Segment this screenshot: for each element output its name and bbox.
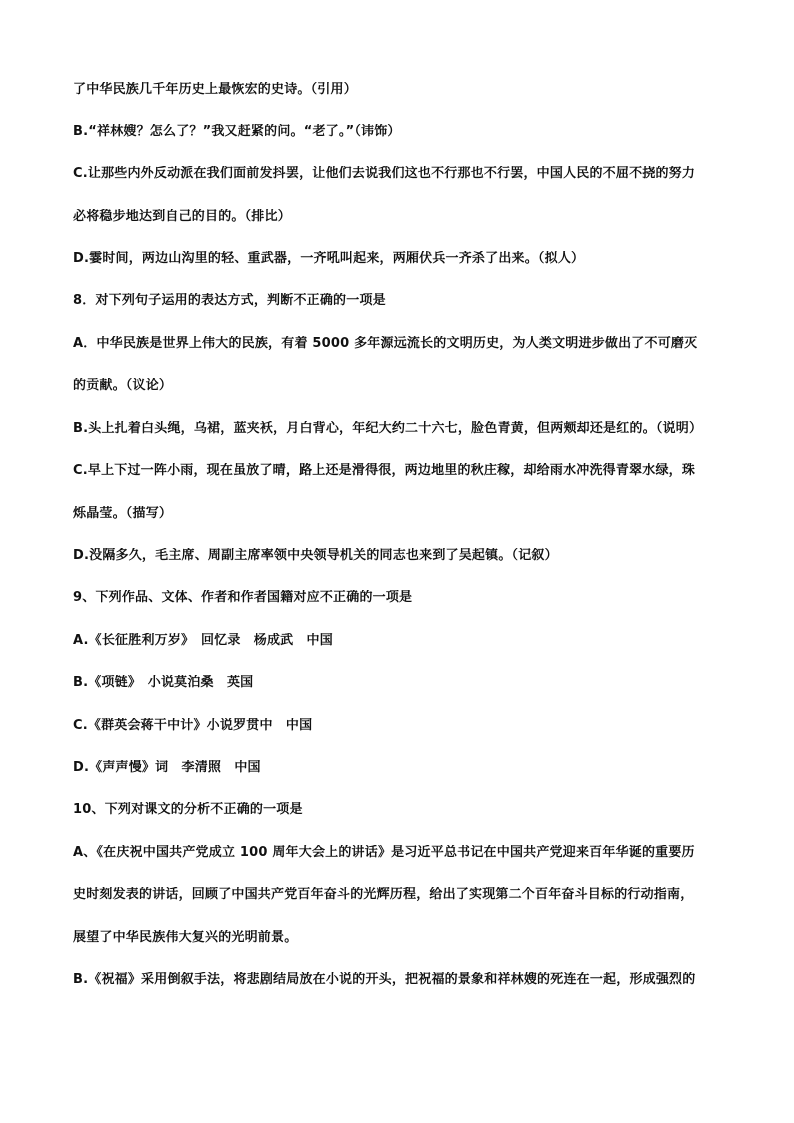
text-line: B.头上扎着白头绳，乌裙，蓝夹袄，月白背心，年纪大约二十六七，脸色青黄，但两颊却还是红的。（说明）: [73, 421, 703, 436]
text-line: 的贡献。（议论）: [73, 378, 173, 393]
text-line: C.让那些内外反动派在我们面前发抖罢，让他们去说我们这也不行那也不行罢，中国人民的不屈不挠的努力: [73, 166, 696, 181]
text-line: 展望了中华民族伟大复兴的光明前景。: [73, 930, 298, 945]
text-line: C.《群英会蒋干中计》小说罗贯中 中国: [73, 718, 313, 733]
text-line: 史时刻发表的讲话，回顾了中国共产党百年奋斗的光辉历程，给出了实现第二个百年奋斗目标的行动指南，: [73, 887, 694, 902]
text-line: B.《祝福》采用倒叙手法，将悲剧结局放在小说的开头，把祝福的景象和祥林嫂的死连在一起，形成强烈的: [73, 972, 696, 987]
text-line: B.“祥林嫂？怎么了？”我又赶紧的问。“老了。”（讳饰）: [73, 124, 401, 139]
text-line: C.早上下过一阵小雨，现在虽放了晴，路上还是滑得很，两边地里的秋庄稼，却给雨水冲洗得青翠水绿，珠: [73, 463, 696, 478]
text-line: D.没隔多久，毛主席、周副主席率领中央领导机关的同志也来到了吴起镇。（记叙）: [73, 548, 558, 563]
text-line: D.霎时间，两边山沟里的轻、重武器，一齐吼叫起来，两厢伏兵一齐杀了出来。（拟人）: [73, 251, 585, 266]
text-line: A．中华民族是世界上伟大的民族，有着 5000 多年源远流长的文明历史，为人类文明进步做出了不可磨灭: [73, 336, 698, 351]
text-line: 必将稳步地达到自己的目的。（排比）: [73, 209, 291, 224]
text-line: B.《项链》 小说莫泊桑 英国: [73, 675, 254, 690]
text-line: A.《长征胜利万岁》 回忆录 杨成武 中国: [73, 633, 333, 648]
question-heading: 10、下列对课文的分析不正确的一项是: [73, 802, 303, 817]
question-heading: 8．对下列句子运用的表达方式，判断不正确的一项是: [73, 293, 386, 308]
text-line: A、《在庆祝中国共产党成立 100 周年大会上的讲话》是习近平总书记在中国共产党迎来百年华诞的重要历: [73, 845, 695, 860]
question-heading: 9、下列作品、文体、作者和作者国籍对应不正确的一项是: [73, 590, 413, 605]
text-line: 烁晶莹。（描写）: [73, 506, 173, 521]
text-line: 了中华民族几千年历史上最恢宏的史诗。（引用）: [73, 82, 357, 97]
text-line: D.《声声慢》词 李清照 中国: [73, 760, 261, 775]
